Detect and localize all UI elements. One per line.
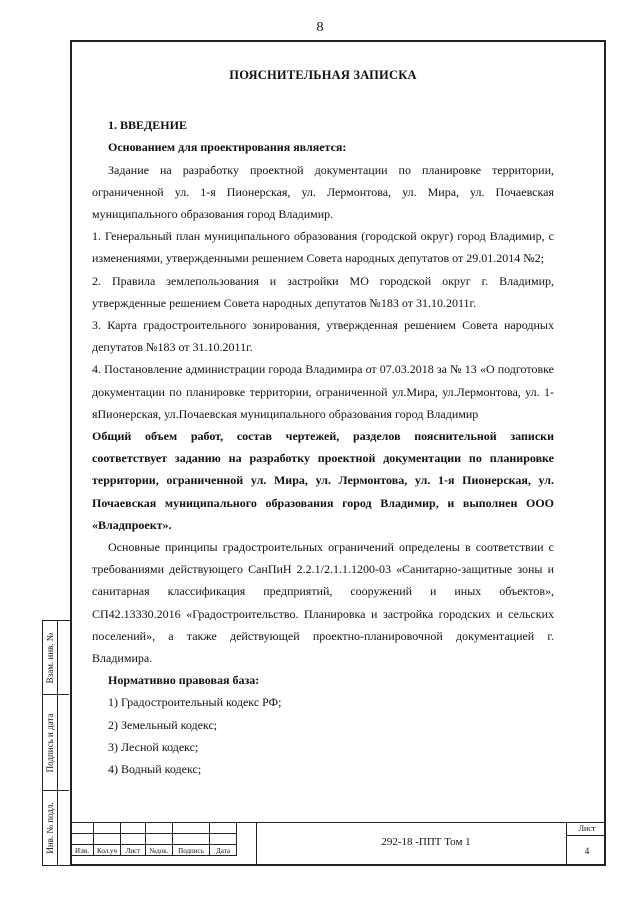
revision-table	[70, 822, 237, 856]
paragraph: 3) Лесной кодекс;	[108, 739, 199, 754]
side-cell-inv	[43, 791, 69, 865]
paragraph: Основанием для проектирования является:	[108, 140, 347, 155]
sheet-label: Лист	[578, 824, 596, 833]
paragraph: 4. Постановление администрации города Владимира от 07.03.2018 за № 13 «О подготовке документации по планировке территории, ограниченной ул.Мира, ул.Лермонтова, ул. 1-яПионерская, ул.Почаевская муниципального образования город Владимир	[92, 362, 554, 421]
side-cell-podpis	[43, 695, 69, 791]
title-block	[70, 822, 606, 866]
paragraph: 1. ВВЕДЕНИЕ	[108, 118, 187, 133]
paragraph: Задание на разработку проектной документации по планировке территории, ограниченной ул. 1-я Пионерская, ул. Лермонтова, ул. Мира, ул. Почаевская муниципального образования город Владимир.	[92, 162, 554, 222]
revision-header-row	[71, 845, 237, 856]
paragraph-list	[92, 114, 554, 780]
paragraph: Основные принципы градостроительных ограничений определены в соответствии с требованиями действующего СанПиН 2.2.1/2.1.1.1200-03 «Санитарно-защитные зоны и санитарная классификация предприятий, сооружений и иных объектов», СП42.13330.2016 «Градостроительство. Планировка и застройка городских и сельских поселений», а также действующей проектно-планировочной документацией г. Владимира.	[92, 540, 554, 666]
side-cell-vzam	[43, 621, 69, 695]
paragraph: 2. Правила землепользования и застройки МО городской округ г. Владимир, утвержденные решением Совета народных депутатов №183 от 31.10.2011г.	[92, 273, 554, 310]
side-label-inv: Инв. № подл.	[45, 802, 55, 854]
revision-column-header: Лист	[121, 845, 146, 856]
revision-column-header: Кол.уч	[94, 845, 121, 856]
paragraph: 4) Водный кодекс;	[108, 762, 202, 777]
revision-column-header: Изм.	[71, 845, 94, 856]
document-code: 292-18 -ППТ Том 1	[381, 836, 471, 848]
paragraph: 3. Карта градостроительного зонирования, утвержденная решением Совета народных депутатов №183 от 31.10.2011г.	[92, 318, 554, 355]
document-body	[92, 60, 554, 780]
side-stamp-strip	[42, 620, 70, 866]
paragraph: 1) Градостроительный кодекс РФ;	[108, 695, 282, 710]
side-label-podpis: Подпись и дата	[45, 713, 55, 772]
revision-column-header: Подпись	[173, 845, 210, 856]
paragraph: Нормативно правовая база:	[108, 673, 260, 688]
page-number: 8	[316, 20, 324, 35]
paragraph: Общий объем работ, состав чертежей, разделов пояснительной записки соответствует заданию на разработку проектной документации по планировке территории, ограниченной ул. Мира, ул. Лермонтова, ул. 1-я Пионерская, ул. Почаевская муниципального образования город Владимир, и выполнен ООО «Владпроект».	[92, 429, 554, 532]
paragraph: 2) Земельный кодекс;	[108, 717, 218, 732]
side-label-vzam: Взам. инв. №	[45, 632, 55, 683]
revision-column-header: Дата	[210, 845, 237, 856]
sheet-number: 4	[584, 846, 590, 856]
revision-column-header: №док.	[146, 845, 173, 856]
document-title: ПОЯСНИТЕЛЬНАЯ ЗАПИСКА	[229, 68, 417, 82]
paragraph: 1. Генеральный план муниципального образования (городской округ) город Владимир, с изменениями, утвержденными решением Совета народных депутатов от 29.01.2014 №2;	[92, 229, 554, 266]
